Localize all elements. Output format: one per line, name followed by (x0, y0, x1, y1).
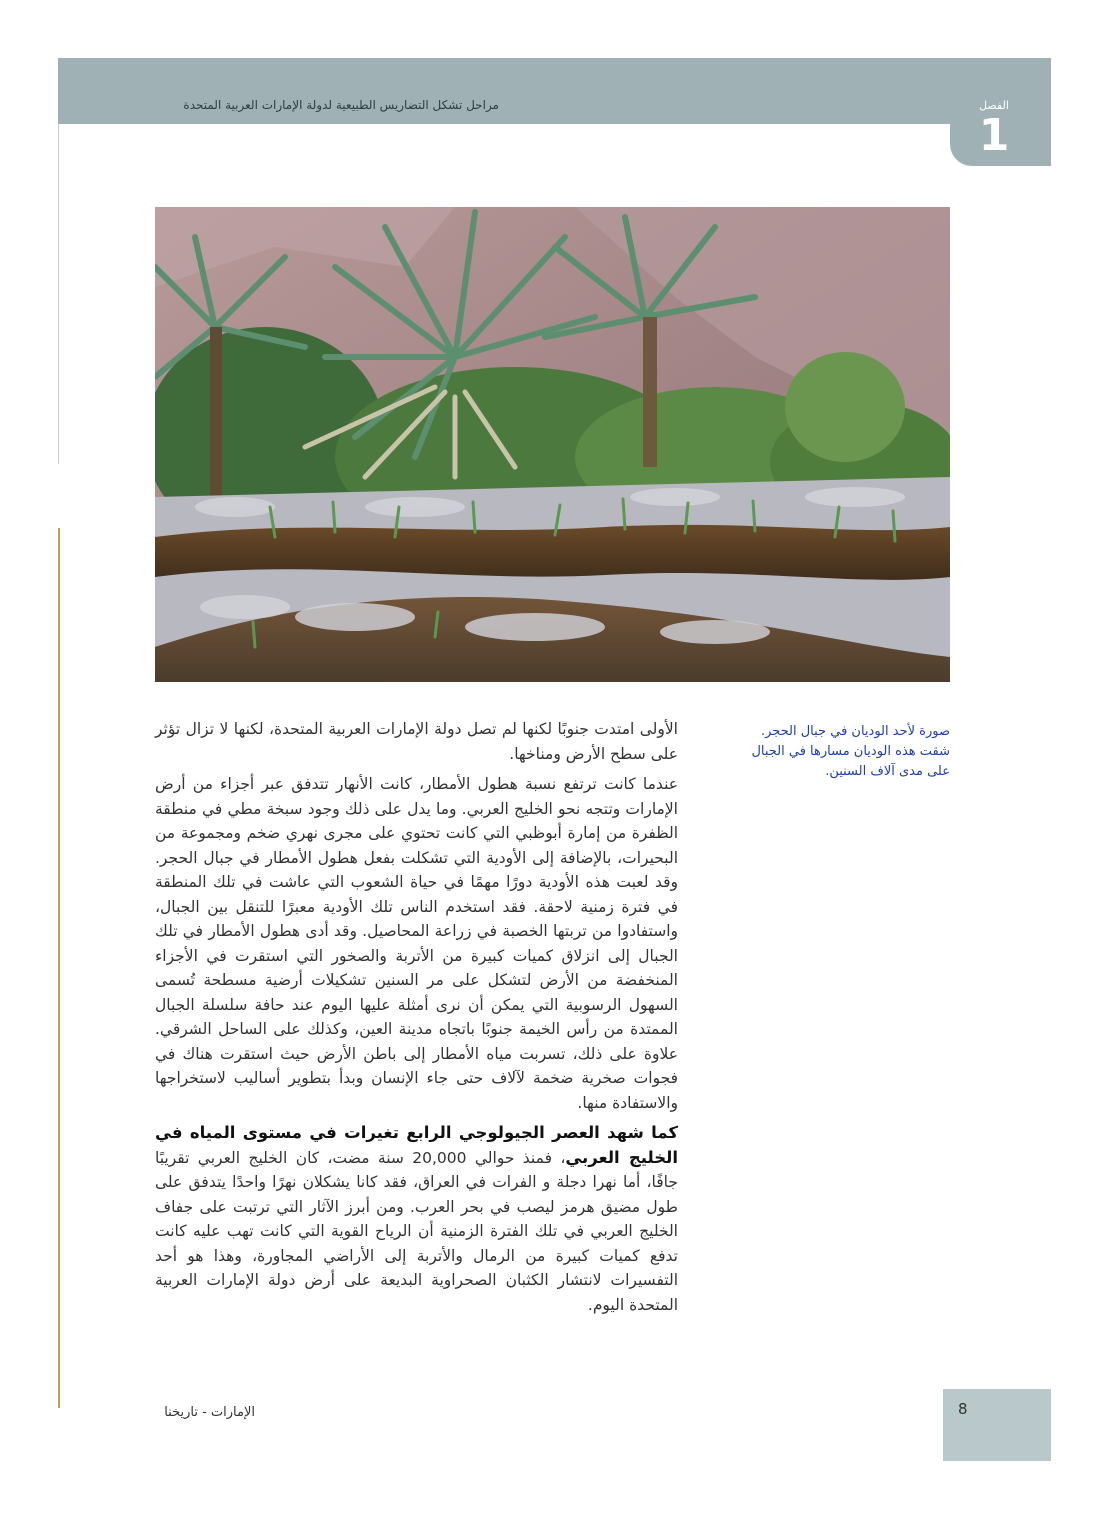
page-number: 8 (958, 1400, 968, 1418)
running-header-title: مراحل تشكل التضاريس الطبيعية لدولة الإمارات العربية المتحدة (183, 98, 499, 112)
margin-rule (58, 124, 59, 464)
chapter-label: الفصل (979, 99, 1009, 112)
caption-line: شقت هذه الوديان مسارها في الجبال (751, 744, 950, 759)
caption-line: صورة لأحد الوديان في جبال الحجر. (760, 724, 950, 739)
caption-line: على مدى آلاف السنين. (825, 764, 950, 779)
paragraph-3 (155, 1121, 678, 1317)
paragraph-3-lead: كما شهد العصر الجيولوجي الرابع تغيرات في مستوى المياه في الخليج العربي (155, 1123, 678, 1167)
margin-rule-accent (58, 528, 60, 1408)
photo-caption (728, 722, 950, 782)
wadi-photo (155, 207, 950, 682)
paragraph-3-rest: ، فمنذ حوالي 20,000 سنة مضت، كان الخليج العربي تقريبًا جافًا، أما نهرا دجلة و الفرات في العراق، فقد كانا يشكلان نهرًا واحدًا يتدفق على طول مضيق هرمز ليصب في بحر العرب. ومن أبرز الآثار التي ترتبت على جفاف الخليج العربي في تلك الفترة الزمنية أن الرياح القوية التي كانت تهب عليه كانت تدفع كميات كبيرة من الرمال والأتربة إلى الأراضي المجاورة، وهذا هو أحد التفسيرات لانتشار الكثبان الصحراوية البديعة على أرض دولة الإمارات العربية المتحدة اليوم. (155, 1148, 678, 1314)
paragraph-1: الأولى امتدت جنوبًا لكنها لم تصل دولة الإمارات العربية المتحدة، لكنها لا تزال تؤثر على سطح الأرض ومناخها. (155, 720, 678, 763)
chapter-number: 1 (978, 110, 1010, 161)
book-title: الإمارات - تاريخنا (164, 1405, 255, 1420)
wadi-illustration (155, 207, 950, 682)
main-text (155, 717, 678, 1323)
header-band (58, 58, 950, 124)
paragraph-2: عندما كانت ترتفع نسبة هطول الأمطار، كانت الأنهار تتدفق عبر أجزاء من أرض الإمارات وتتجه نحو الخليج العربي. وما يدل على ذلك وجود سبخة مطي في منطقة الظفرة من إمارة أبوظبي التي كانت تحتوي على مجرى نهري ضخم ومجموعة من البحيرات، بالإضافة إلى الأودية التي تشكلت بفعل هطول الأمطار في جبال الحجر. وقد لعبت هذه الأودية دورًا مهمًا في حياة الشعوب التي عاشت في تلك المنطقة في فترة زمنية لاحقة. فقد استخدم الناس تلك الأودية معبرًا للتنقل بين الجبال، واستفادوا من تربتها الخصبة في زراعة المحاصيل. وقد أدى هطول الأمطار في تلك الجبال إلى انزلاق كميات كبيرة من الأتربة والصخور التي استقرت في الأجزاء المنخفضة من الأرض لتشكل على مر السنين تشكيلات أرضية مسطحة تُسمى السهول الرسوبية التي يمكن أن نرى أمثلة عليها اليوم عند حافة سلسلة الجبال الممتدة من رأس الخيمة جنوبًا باتجاه مدينة العين، وكذلك على الساحل الشرقي. علاوة على ذلك، تسربت مياه الأمطار إلى باطن الأرض حيث استقرت هناك في فجوات صخرية ضخمة لآلاف حتى جاء الإنسان وبدأ بتطوير أساليب لاستخراجها والاستفادة منها. (155, 775, 678, 1112)
